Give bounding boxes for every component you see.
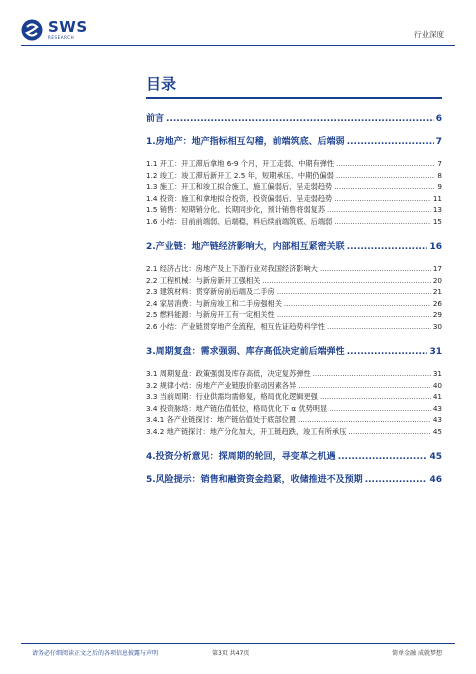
toc-entry-label: 3.4 投资脉络：地产链估值低位，格局优化下 α 优势明显 [146, 403, 328, 413]
toc-title: 目录 [146, 75, 177, 93]
sws-logo [21, 19, 88, 41]
toc-leader-dots [334, 216, 431, 228]
toc-entry-label: 2.5 燃料能源：与新房开工有一定相关性 [146, 310, 275, 319]
toc-page-number: 9 [437, 182, 442, 191]
report-type-tag: 行业深度 [414, 30, 444, 39]
toc-leader-dots [347, 135, 434, 149]
toc-page-number: 45 [432, 426, 442, 436]
toc-leader-dots [166, 112, 434, 126]
toc-leader-dots [347, 240, 428, 254]
toc-leader-dots [320, 391, 431, 403]
toc-subsection-entry[interactable] [146, 298, 442, 310]
toc-entry-label: 4.投资分析意见：探周期的轮回，寻变革之机遇 [146, 452, 336, 462]
toc-group-gap [146, 227, 442, 234]
toc-page-number: 15 [432, 216, 442, 226]
toc-leader-dots [277, 309, 431, 321]
toc-subsection-entry[interactable] [146, 204, 442, 216]
toc-entry-label: 1.房地产：地产指标相互勾稽，前端筑底、后端弱 [146, 137, 345, 147]
toc-group-gap [146, 437, 442, 444]
toc-entry-label: 1.5 销售：短期销分化、长期同步化，预计销售将弱复苏 [146, 205, 326, 214]
toc-subsection-entry[interactable] [146, 216, 442, 228]
toc-subsection-entry[interactable] [146, 263, 442, 275]
toc-entry-label: 1.2 竣工：竣工滞后新开工 2.5 年，短期承压、中期仍偏弱 [146, 170, 334, 180]
logo-text: SWS [48, 18, 88, 36]
toc-entry-label: 3.1 周期复盘：政策强弱及库存高低，决定复苏弹性 [146, 369, 311, 378]
toc-entry-label: 2.产业链：地产链经济影响大，内部相互紧密关联 [146, 242, 345, 252]
toc-section-entry[interactable] [146, 450, 442, 464]
toc-entry-label: 3.4.1 各产业链探讨：地产链估值处于底部位置 [146, 415, 296, 424]
toc-entry-label: 前言 [146, 114, 165, 124]
toc-page-number: 31 [429, 347, 442, 357]
toc-entry-label: 3.2 规律小结：房地产产业链股价驱动因素各异 [146, 380, 297, 390]
toc-page-number: 31 [432, 369, 442, 378]
toc-entry-label: 1.3 施工：开工和竣工拟合施工，施工偏弱后、呈走弱趋势 [146, 182, 333, 191]
table-of-contents [146, 106, 442, 496]
header-divider [21, 45, 455, 46]
toc-title-divider [146, 97, 442, 99]
toc-page-number: 43 [432, 403, 442, 413]
toc-subsection-entry[interactable] [146, 309, 442, 321]
toc-subsection-entry[interactable] [146, 403, 442, 415]
toc-subsection-entry[interactable] [146, 414, 442, 426]
toc-page-number: 26 [432, 298, 442, 308]
toc-page-number: 17 [432, 264, 442, 273]
toc-page-number: 20 [432, 275, 442, 285]
toc-leader-dots [262, 275, 431, 287]
footer-page-info: 第3页 共47页 [212, 650, 250, 657]
toc-subsection-entry[interactable] [146, 368, 442, 380]
toc-leader-dots [313, 368, 431, 380]
toc-section-entry[interactable] [146, 473, 442, 487]
toc-leader-dots [298, 414, 431, 426]
footer-disclaimer: 请务必仔细阅读正文之后的各项信息披露与声明 [32, 650, 159, 657]
toc-subsection-entry[interactable] [146, 391, 442, 403]
toc-leader-dots [298, 380, 431, 392]
toc-entry-label: 2.6 小结：产业链贯穿地产全流程，相互佐证趋势科学性 [146, 321, 326, 331]
toc-leader-dots [336, 158, 435, 170]
toc-leader-dots [334, 193, 431, 205]
toc-subsection-entry[interactable] [146, 286, 442, 298]
toc-entry-label: 3.周期复盘：需求强弱、库存高低决定前后端弹性 [146, 347, 345, 357]
toc-page-number: 46 [429, 475, 442, 485]
toc-page-number: 29 [432, 310, 442, 319]
toc-leader-dots [336, 170, 436, 182]
toc-subsection-entry[interactable] [146, 181, 442, 193]
toc-leader-dots [329, 403, 431, 415]
toc-page-number: 11 [432, 193, 442, 203]
toc-page-number: 7 [437, 159, 442, 168]
toc-entry-label: 2.1 经济占比：房地产及上下游行业对我国经济影响大 [146, 264, 318, 273]
toc-page-number: 8 [437, 170, 442, 180]
toc-page-number: 16 [429, 242, 442, 252]
toc-subsection-entry[interactable] [146, 275, 442, 287]
toc-section-entry[interactable] [146, 345, 442, 359]
toc-leader-dots [277, 286, 431, 298]
footer-slogan: 简单金融 成就梦想 [392, 650, 442, 657]
toc-section-entry[interactable] [146, 112, 442, 126]
toc-leader-dots [284, 298, 431, 310]
toc-page-number: 45 [429, 452, 442, 462]
toc-subsection-entry[interactable] [146, 170, 442, 182]
footer-divider [21, 643, 455, 644]
toc-page-number: 6 [435, 114, 442, 124]
toc-leader-dots [320, 263, 431, 275]
toc-entry-label: 3.3 当前周期：行业供需均需修复，格局优化逻辑更强 [146, 392, 318, 401]
toc-page-number: 13 [432, 205, 442, 214]
sws-logo-icon [21, 19, 43, 41]
toc-page-number: 7 [435, 137, 442, 147]
toc-subsection-entry[interactable] [146, 158, 442, 170]
toc-page-number: 41 [432, 392, 442, 401]
toc-leader-dots [327, 204, 431, 216]
toc-entry-label: 1.6 小结：目前前端弱、后端稳，料后续前端筑底、后端弱 [146, 216, 333, 226]
toc-page-number: 21 [432, 287, 442, 296]
toc-subsection-entry[interactable] [146, 193, 442, 205]
toc-leader-dots [365, 473, 428, 487]
toc-entry-label: 1.1 开工：开工滞后拿地 6-9 个月，开工走弱、中期有弹性 [146, 159, 335, 168]
toc-page-number: 30 [432, 321, 442, 331]
toc-entry-label: 2.2 工程机械：与新房新开工强相关 [146, 275, 261, 285]
toc-section-entry[interactable] [146, 240, 442, 254]
toc-page-number: 43 [432, 415, 442, 424]
toc-entry-label: 2.3 建筑材料：贯穿新房前后端及二手房 [146, 287, 275, 296]
toc-leader-dots [338, 450, 428, 464]
toc-page-number: 40 [432, 380, 442, 390]
logo-subtext: RESEARCH [48, 35, 75, 40]
toc-entry-label: 2.4 家居消费：与新房竣工和二手房强相关 [146, 298, 282, 308]
toc-entry-label: 5.风险提示：销售和融资资金趋紧，收储推进不及预期 [146, 475, 363, 485]
toc-leader-dots [347, 345, 428, 359]
toc-entry-label: 1.4 投资：施工和拿地拟合投资，投资偏弱后、呈走弱趋势 [146, 193, 333, 203]
toc-leader-dots [327, 321, 431, 333]
toc-subsection-entry[interactable] [146, 426, 442, 438]
toc-subsection-entry[interactable] [146, 380, 442, 392]
toc-section-entry[interactable] [146, 135, 442, 149]
toc-leader-dots [348, 426, 431, 438]
toc-entry-label: 3.4.2 地产链探讨：地产分化加大，开工链趋跌，竣工有所承压 [146, 426, 347, 436]
toc-leader-dots [334, 181, 435, 193]
toc-group-gap [146, 332, 442, 339]
toc-subsection-entry[interactable] [146, 321, 442, 333]
